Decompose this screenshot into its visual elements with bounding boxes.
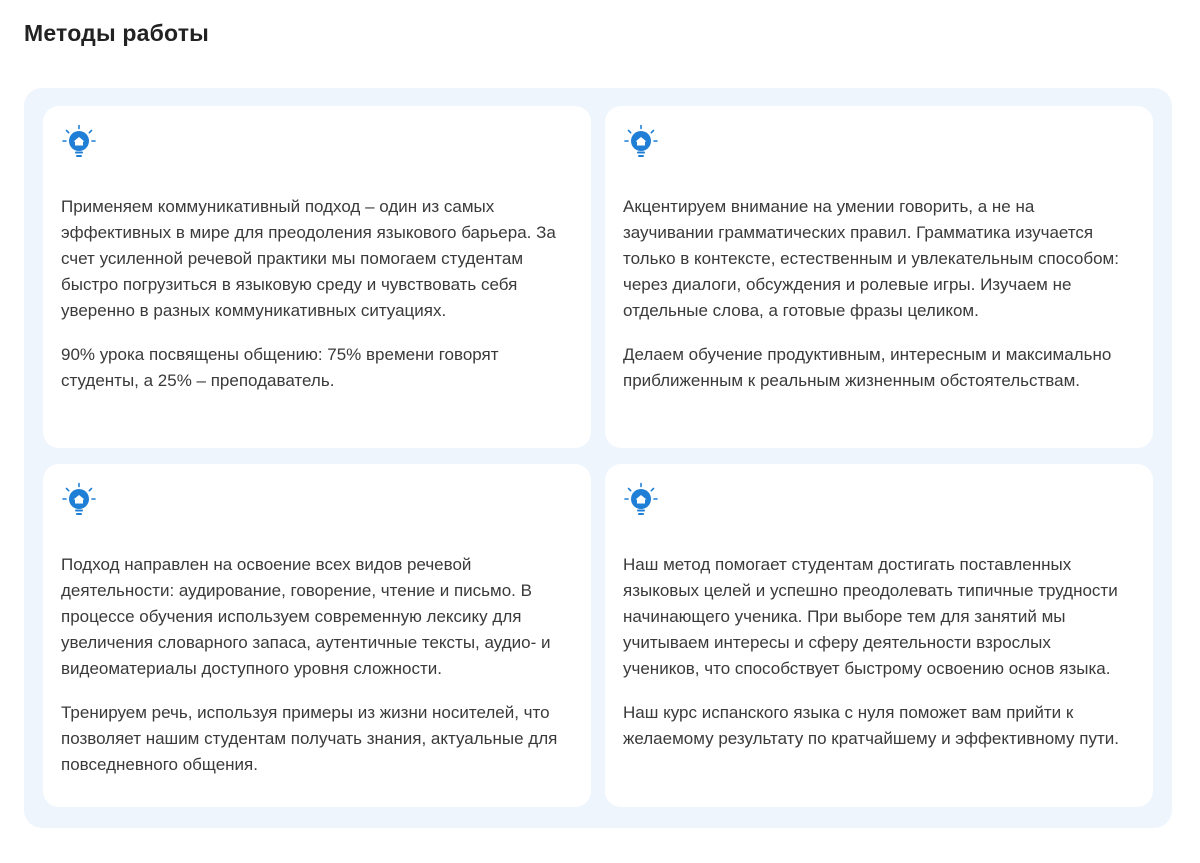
- card-paragraph: Наш метод помогает студентам достигать поставленных языковых целей и успешно преодолевать типичные трудности начинающего ученика. При выборе тем для занятий мы учитываем интересы и сферу деятельности взрослых учеников, что способствует быстрому освоению основ языка.: [623, 555, 1118, 678]
- card-text: [61, 194, 567, 394]
- card-paragraph: Наш курс испанского языка с нуля поможет вам прийти к желаемому результату по кратчайшему и эффективному пути.: [623, 703, 1119, 748]
- lightbulb-icon: [623, 482, 659, 518]
- card-paragraph: Тренируем речь, используя примеры из жизни носителей, что позволяет нашим студентам получать знания, актуальные для повседневного общения.: [61, 703, 558, 774]
- card-paragraph: 90% урока посвящены общению: 75% времени говорят студенты, а 25% – преподаватель.: [61, 345, 499, 390]
- card-paragraph: Подход направлен на освоение всех видов речевой деятельности: аудирование, говорение, чтение и письмо. В процессе обучения используем современную лексику для увеличения словарного запаса, аутентичные тексты, аудио- и видеоматериалы доступного уровня сложности.: [61, 555, 551, 678]
- page-title: Методы работы: [24, 20, 210, 46]
- card-paragraph: Акцентируем внимание на умении говорить, а не на заучивании грамматических правил. Грамматика изучается только в контексте, естественным и увлекательным способом: через диалоги, обсуждения и ролевые игры. Изучаем не отдельные слова, а готовые фразы целиком.: [623, 197, 1119, 320]
- card-paragraph: Делаем обучение продуктивным, интересным и максимально приближенным к реальным жизненным обстоятельствам.: [623, 345, 1112, 390]
- methods-panel: [24, 88, 1172, 828]
- lightbulb-icon: [623, 124, 659, 160]
- card-text: [623, 194, 1129, 394]
- card-text: [61, 552, 567, 778]
- card-text: [623, 552, 1129, 752]
- lightbulb-icon: [61, 124, 97, 160]
- card-paragraph: Применяем коммуникативный подход – один из самых эффективных в мире для преодоления языкового барьера. За счет усиленной речевой практики мы помогаем студентам быстро погрузиться в языковую среду и чувствовать себя уверенно в разных коммуникативных ситуациях.: [61, 197, 556, 320]
- method-card: [605, 106, 1153, 448]
- method-card: [43, 106, 591, 448]
- lightbulb-icon: [61, 482, 97, 518]
- method-card: [605, 464, 1153, 807]
- method-card: [43, 464, 591, 807]
